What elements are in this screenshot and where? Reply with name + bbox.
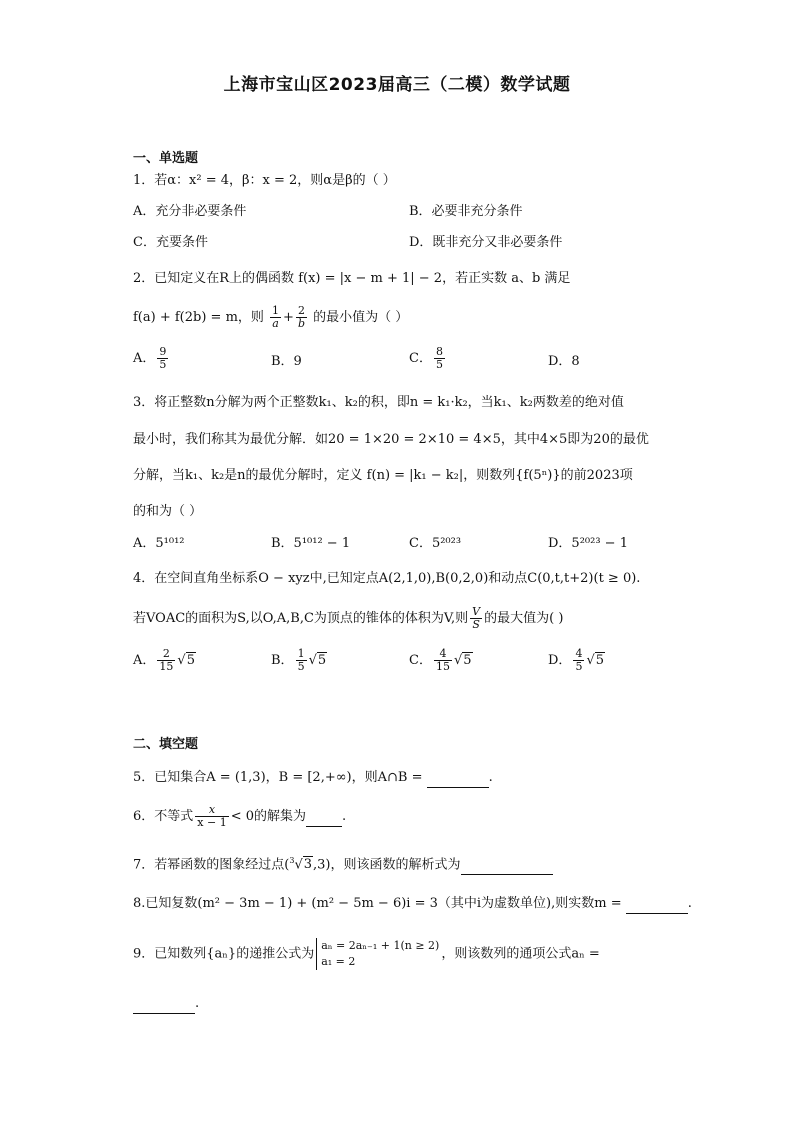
question-4-option-c: C． $\frac{4}{15}$ √5 bbox=[409, 647, 472, 673]
answer-blank[interactable] bbox=[461, 856, 553, 875]
question-3-option-b: B．5¹⁰¹² − 1 bbox=[271, 536, 351, 551]
question-6: 6．不等式 $\frac{x}{x - 1}$ < 0的解集为 . bbox=[133, 803, 347, 829]
question-4-option-a: A． $\frac{2}{15}$ √5 bbox=[133, 647, 195, 673]
section-heading-single-choice: 一、单选题 bbox=[133, 151, 199, 166]
question-1-option-c: C．充要条件 bbox=[133, 235, 208, 250]
question-1-option-d: D．既非充分又非必要条件 bbox=[409, 235, 563, 250]
section-heading-fill-in: 二、填空题 bbox=[133, 737, 199, 752]
question-3-option-d: D．5²⁰²³ − 1 bbox=[548, 536, 628, 551]
fraction-x-over-x-minus-1: $\frac{x}{x - 1}$ bbox=[197, 803, 227, 829]
question-8: 8.已知复数(m² − 3m − 1) + (m² − 5m − 6)i = 3（其中i为虚数单位),则实数m = . bbox=[133, 895, 692, 914]
question-4-option-b: B． $\frac{1}{5}$ √5 bbox=[271, 647, 327, 673]
question-4-stem-line-1: 4．在空间直角坐标系O − xyz中,已知定点A(2,1,0),B(0,2,0)和动点C(0,t,t+2)(t ≥ 0). bbox=[133, 571, 641, 586]
fraction-1-over-a: $\frac{1}{a}$ bbox=[272, 304, 280, 330]
question-2-stem-line-2: f(a) + f(2b) = m，则 $\frac{1}{a}$ + $\frac{2}{b}$ 的最小值为（ ） bbox=[133, 304, 409, 330]
question-4-stem-line-2: 若VOAC的面积为S,以O,A,B,C为顶点的锥体的体积为V,则 $\frac{V}{S}$ 的最大值为( ) bbox=[133, 605, 564, 631]
question-3-stem-line-1: 3．将正整数n分解为两个正整数k₁、k₂的积，即n = k₁·k₂，当k₁、k₂两数差的绝对值 bbox=[133, 395, 624, 410]
question-3-stem-line-4: 的和为（ ） bbox=[133, 504, 203, 519]
question-3-option-c: C．5²⁰²³ bbox=[409, 536, 462, 551]
answer-blank[interactable] bbox=[626, 895, 688, 914]
question-9-answer-line: . bbox=[133, 995, 199, 1014]
fraction-v-over-s: $\frac{V}{S}$ bbox=[472, 605, 481, 631]
question-2-option-d: D．8 bbox=[548, 354, 580, 369]
question-1-option-b: B．必要非充分条件 bbox=[409, 204, 523, 219]
question-2-option-c: C． $\frac{8}{5}$ bbox=[409, 345, 443, 371]
question-2-condition: f(a) + f(2b) = m，则 bbox=[133, 310, 264, 325]
answer-blank[interactable] bbox=[306, 808, 342, 827]
question-2-ask: 的最小值为（ ） bbox=[313, 310, 409, 325]
question-2-option-b: B．9 bbox=[271, 354, 302, 369]
question-3-stem-line-3: 分解，当k₁、k₂是n的最优分解时，定义 f(n) = |k₁ − k₂|，则数列{f(5ⁿ)}的前2023项 bbox=[133, 468, 633, 483]
answer-blank[interactable] bbox=[427, 769, 489, 788]
question-1-option-a: A．充分非必要条件 bbox=[133, 204, 247, 219]
question-3-option-a: A．5¹⁰¹² bbox=[133, 536, 185, 551]
answer-blank[interactable] bbox=[133, 995, 195, 1014]
question-7: 7．若幂函数的图象经过点($^3$√3,3)，则该函数的解析式为 bbox=[133, 852, 553, 875]
question-1-stem: 1．若α：x² = 4，β：x = 2，则α是β的（ ） bbox=[133, 173, 396, 188]
question-3-stem-line-2: 最小时，我们称其为最优分解．如20 = 1×20 = 2×10 = 4×5，其中4×5即为20的最优 bbox=[133, 432, 649, 447]
fraction-2-over-b: $\frac{2}{b}$ bbox=[297, 304, 305, 330]
question-2-stem-line-1: 2．已知定义在R上的偶函数 f(x) = |x − m + 1| − 2，若正实数 a、b 满足 bbox=[133, 271, 571, 286]
question-4-option-d: D． $\frac{4}{5}$ √5 bbox=[548, 647, 605, 673]
question-5: 5．已知集合A = (1,3)，B = [2,+∞)，则A∩B = . bbox=[133, 769, 493, 788]
recurrence-system: aₙ = 2aₙ₋₁ + 1(n ≥ 2) a₁ = 2 bbox=[316, 938, 439, 970]
page-title: 上海市宝山区2023届高三（二模）数学试题 bbox=[223, 75, 571, 95]
question-9: 9．已知数列{aₙ}的递推公式为 aₙ = 2aₙ₋₁ + 1(n ≥ 2) a₁ = 2 ，则该数列的通项公式aₙ = bbox=[133, 939, 600, 968]
question-2-option-a: A． $\frac{9}{5}$ bbox=[133, 345, 167, 371]
